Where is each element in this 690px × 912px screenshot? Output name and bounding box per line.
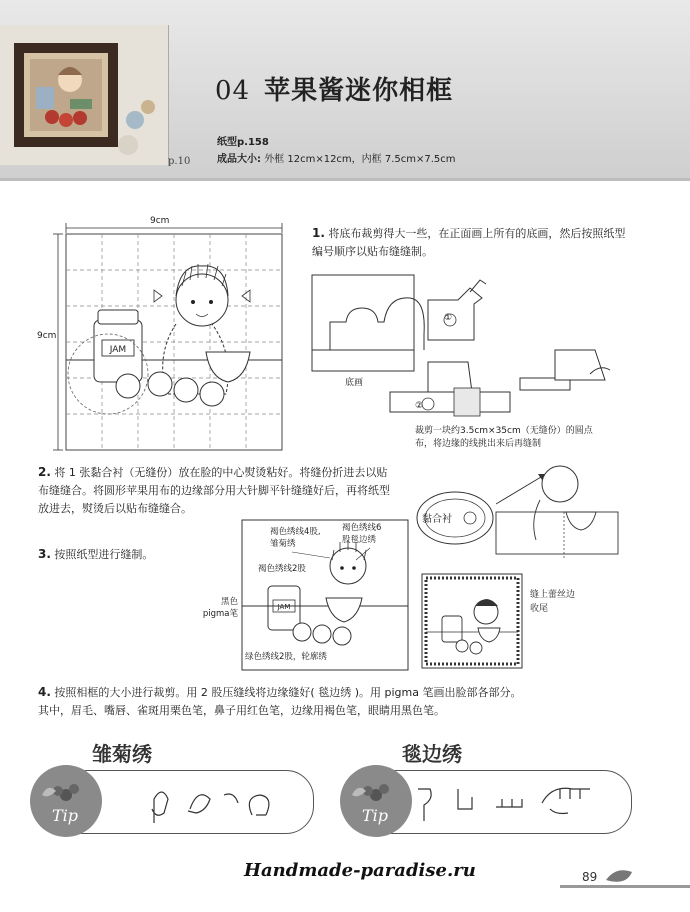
watermark-site: Handmade-paradise.ru (244, 860, 476, 881)
step-2: 2. 将 1 张黏合衬（无缝份）放在脸的中心熨烫粘好。将缝份折进去以贴 布缝缝合。将圆形苹果用布的边缘部分用大针脚平针缝缝好后，再将纸型 放进去，熨烫后以贴布缝缝合。 (38, 465, 390, 515)
tip-badge-text-blanket: Tip (362, 806, 389, 825)
product-photo (0, 25, 169, 165)
interfacing-callout: 黏合衬 (422, 514, 452, 525)
leaf-icon (604, 866, 634, 888)
label-edge-stitch: 褐色绣线6 股毯边绣 (342, 523, 382, 545)
tip-badge-blanket (340, 765, 412, 837)
page-title (215, 70, 453, 107)
title-number: 04 (215, 76, 251, 106)
page-number: 89 (582, 870, 598, 884)
pattern-ref: 纸型p.158 (217, 137, 269, 148)
step-3: 3. 按照纸型进行缝制。 (38, 547, 154, 561)
tip-badge-text-daisy: Tip (52, 806, 79, 825)
title-text: 苹果酱迷你相框 (264, 76, 454, 106)
step-1: 1. 将底布裁剪得大一些，在正面画上所有的底画，然后按照纸型 编号顺序以贴布缝缝制。 (312, 226, 626, 258)
piece-mark-1: ① (444, 313, 453, 323)
base-caption: 底画 (345, 378, 364, 388)
label-face-stitch: 褐色绣线2股 (258, 564, 306, 574)
label-lace-finish: 缝上蕾丝边 收尾 (530, 590, 576, 614)
blanket-stitch-steps (410, 773, 600, 829)
piece-mark-2: ② (415, 401, 424, 411)
step3-embroidery-diagram (240, 518, 410, 672)
photo-page-ref: p.10 (168, 156, 191, 167)
layout-grid-figure (36, 214, 296, 454)
tip-title-blanket: 毯边绣 (402, 742, 462, 766)
label-hair-stitch: 褐色绣线4股, 雏菊绣 (270, 527, 321, 549)
width-label: 9cm (150, 216, 170, 226)
step1-illustrations (310, 270, 690, 420)
finished-size: 成品大小: 外框 12cm×12cm，内框 7.5cm×7.5cm (217, 154, 456, 165)
dot-fabric-note: 裁剪一块约3.5cm×35cm（无缝份）的圆点 布，将边缘的线挑出来后再缝制 (415, 426, 593, 449)
step3-jar-label: JAM (277, 603, 291, 611)
daisy-stitch-steps (140, 775, 290, 827)
tip-title-daisy: 雏菊绣 (92, 742, 152, 766)
label-green-stitch: 绿色绣线2股，轮廓绣 (245, 652, 327, 662)
tip-badge-daisy (30, 765, 102, 837)
label-pigma-pen: 黑色 pigma笔 (202, 597, 238, 619)
lace-frame-sample (420, 572, 525, 670)
step2-illustration (410, 460, 680, 560)
step-4: 4. 按照相框的大小进行裁剪。用 2 股压缝线将边缘缝好( 毯边绣 )。用 pigma 笔画出脸部各部分。 其中，眉毛、嘴唇、雀斑用栗色笔，鼻子用红色笔，边缘用褐色笔，眼睛用黑色笔。 (38, 685, 522, 717)
jar-label: JAM (109, 345, 127, 355)
height-label: 9cm (37, 331, 57, 341)
